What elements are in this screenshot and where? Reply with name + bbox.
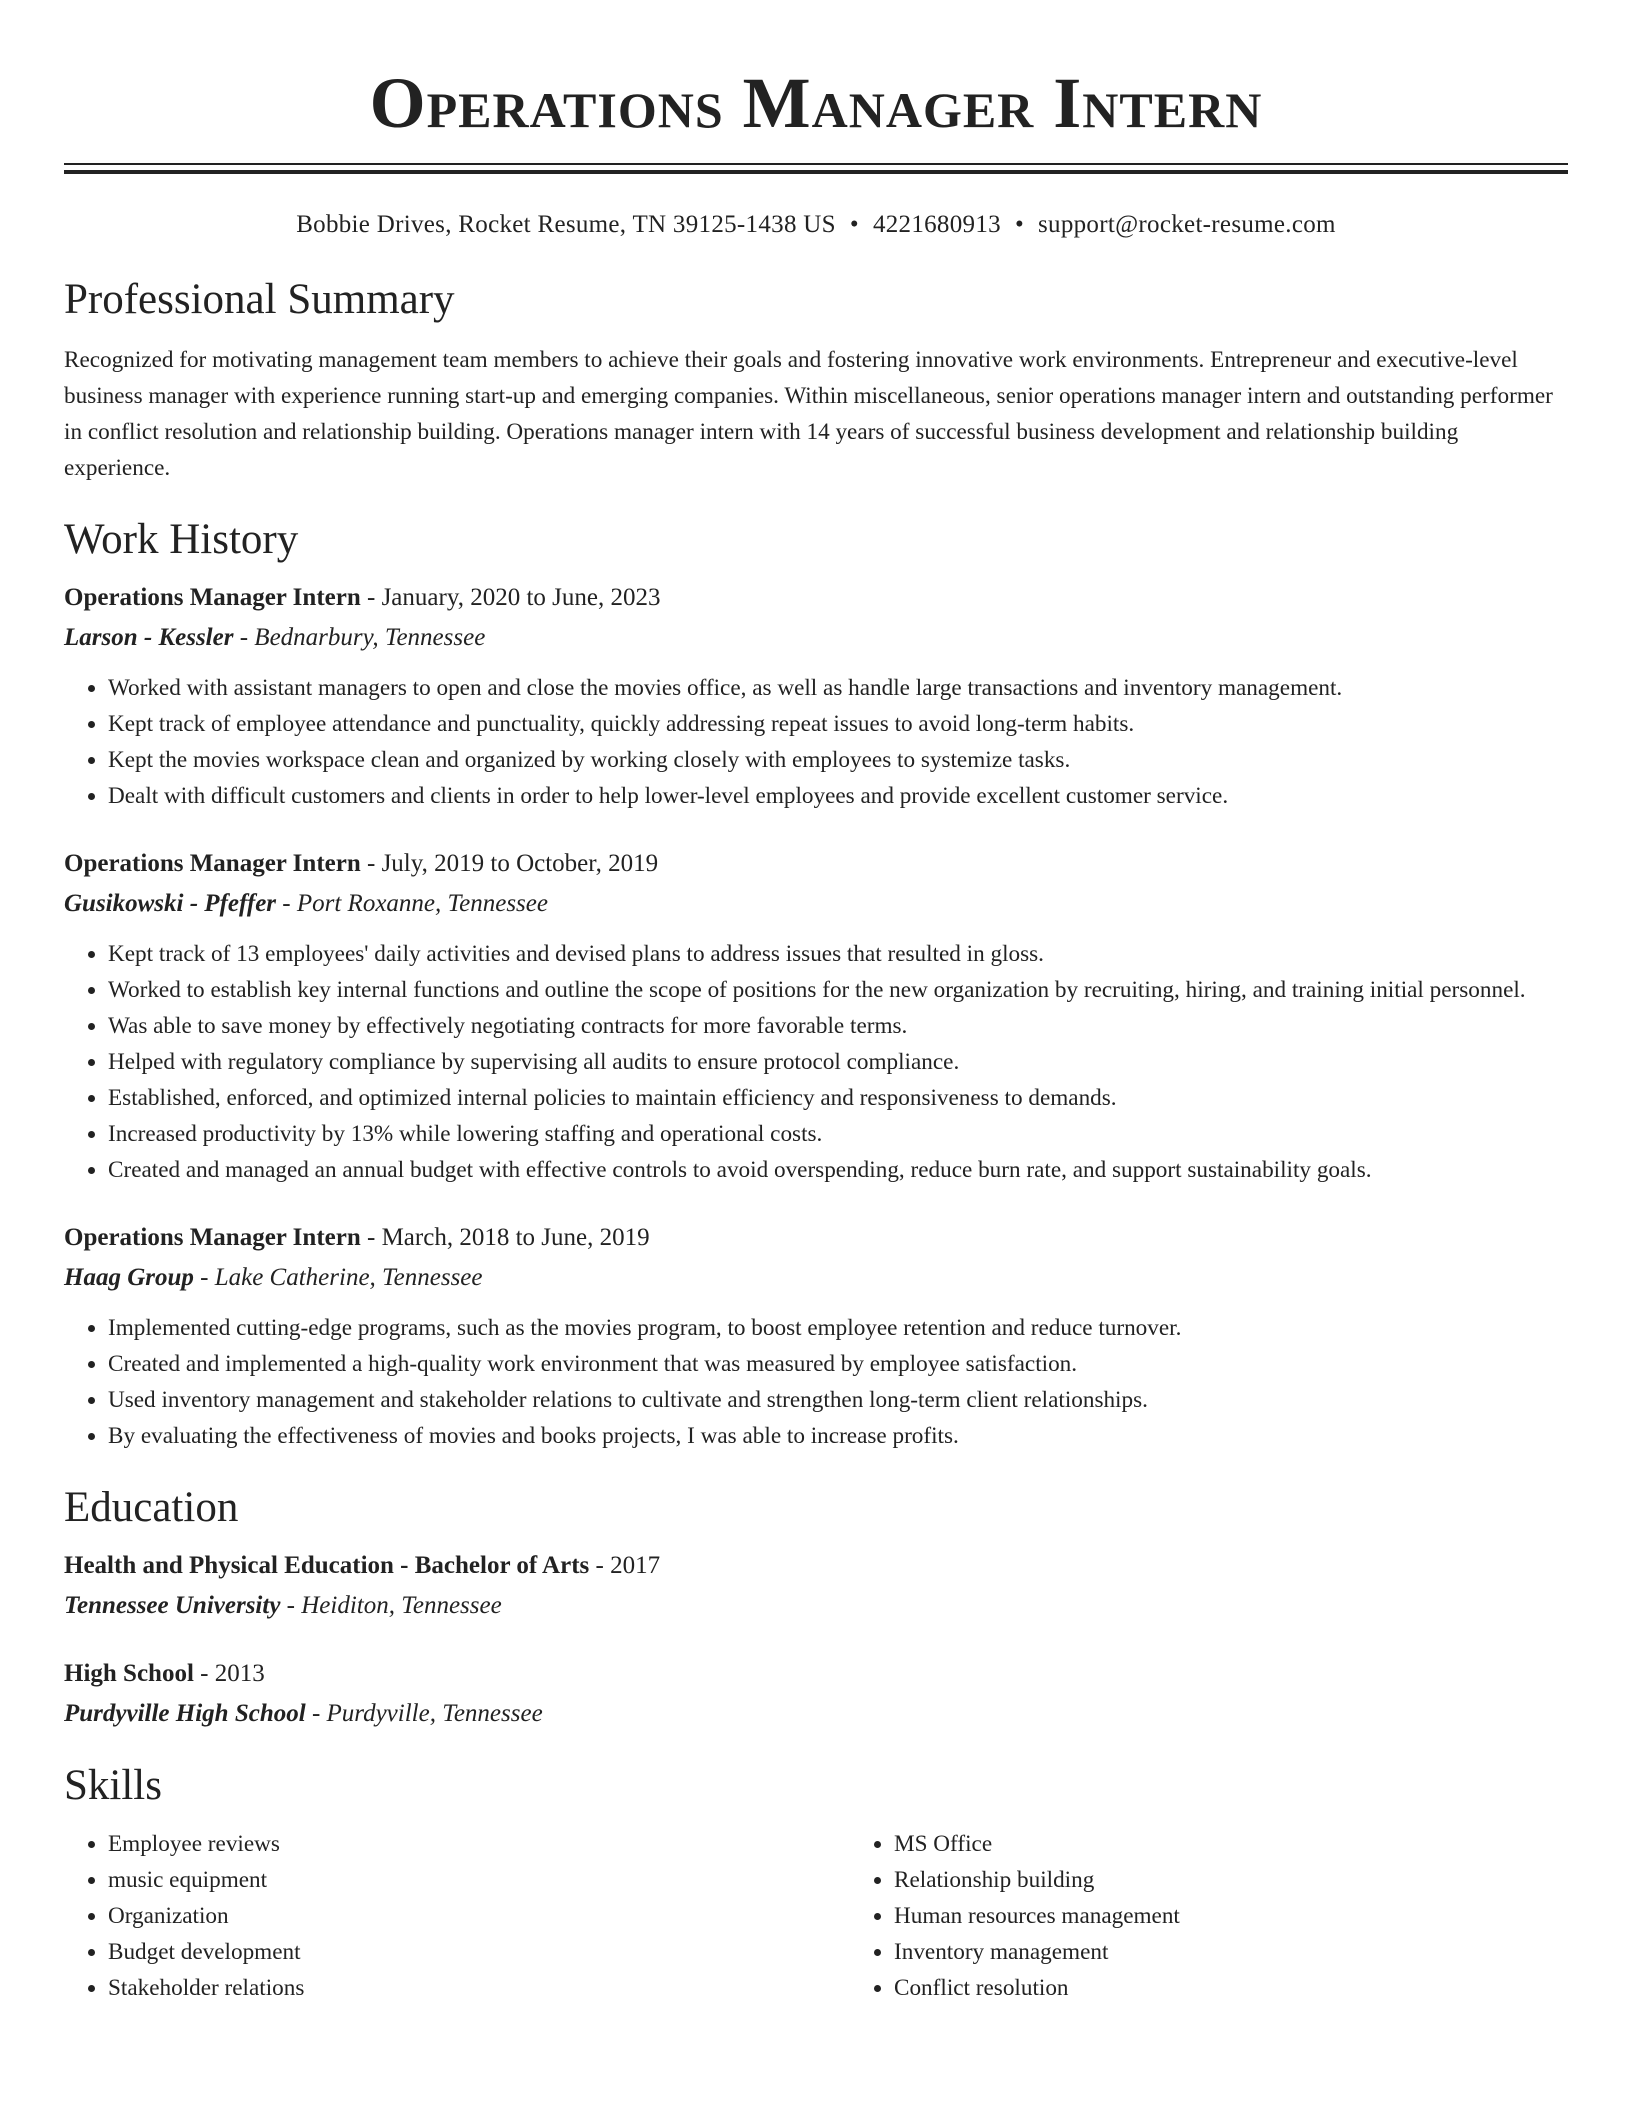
job-company: Haag Group (64, 1264, 194, 1291)
job-location: - Port Roxanne, Tennessee (276, 890, 548, 917)
list-item: • Established, enforced, and optimized internal policies to maintain efficiency and responsiveness to demands. (108, 1080, 1568, 1116)
job-dates: - March, 2018 to June, 2019 (360, 1224, 650, 1251)
job-bullet-list (64, 1310, 1568, 1454)
job-dates: - July, 2019 to October, 2019 (360, 850, 659, 877)
job-title: Operations Manager Intern (64, 1224, 361, 1251)
skill-item: • Relationship building (894, 1862, 1568, 1898)
list-item: • Worked with assistant managers to open and close the movies office, as well as handle large transactions and inventory management. (108, 670, 1568, 706)
job-header (64, 846, 1568, 882)
job-entry (64, 846, 1568, 1188)
contact-separator: • (849, 211, 859, 238)
job-employer (64, 1260, 1568, 1296)
contact-phone: 4221680913 (872, 211, 1001, 238)
education-degree: High School (64, 1660, 194, 1687)
education-location: - Heiditon, Tennessee (280, 1592, 502, 1619)
skill-item: • Conflict resolution (894, 1970, 1568, 2006)
contact-line (64, 210, 1568, 240)
job-title: Operations Manager Intern (64, 584, 361, 611)
skill-item: • Budget development (108, 1934, 850, 1970)
job-dates: - January, 2020 to June, 2023 (360, 584, 661, 611)
summary-heading: Professional Summary (64, 276, 455, 323)
title-divider-thin (64, 163, 1568, 165)
education-year: - 2013 (193, 1660, 265, 1687)
skill-item: • music equipment (108, 1862, 850, 1898)
skill-item: • Inventory management (894, 1934, 1568, 1970)
skill-item: • Employee reviews (108, 1826, 850, 1862)
education-year: - 2017 (589, 1552, 661, 1579)
job-header (64, 1220, 1568, 1256)
list-item: • By evaluating the effectiveness of movies and books projects, I was able to increase profits. (108, 1418, 1568, 1454)
job-company: Gusikowski - Pfeffer (64, 890, 277, 917)
job-employer (64, 620, 1568, 656)
list-item: • Was able to save money by effectively negotiating contracts for more favorable terms. (108, 1008, 1568, 1044)
contact-email: support@rocket-resume.com (1038, 211, 1336, 238)
job-location: - Bednarbury, Tennessee (233, 624, 486, 651)
education-heading: Education (64, 1484, 239, 1531)
skills-list-right (850, 1826, 1568, 2006)
skills-columns (64, 1826, 1568, 2006)
summary-text: Recognized for motivating management team members to achieve their goals and fostering innovative work environments. Entrepreneur and executive-level business manager with experience running start-up and emerging companies. Within miscellaneous, senior operations manager intern and outstanding performer in conflict resolution and relationship building. Operations manager intern with 14 years of successful business development and relationship building experience. (64, 347, 1553, 481)
list-item: • Dealt with difficult customers and clients in order to help lower-level employees and provide excellent customer service. (108, 778, 1568, 814)
job-entry (64, 1220, 1568, 1454)
job-bullet-list (64, 936, 1568, 1188)
job-location: - Lake Catherine, Tennessee (193, 1264, 483, 1291)
list-item: • Worked to establish key internal functions and outline the scope of positions for the new organization by recruiting, hiring, and training initial personnel. (108, 972, 1568, 1008)
skill-item: • Human resources management (894, 1898, 1568, 1934)
education-degree: Health and Physical Education - Bachelor of Arts (64, 1552, 590, 1579)
contact-address: Bobbie Drives, Rocket Resume, TN 39125-1438 US (296, 211, 836, 238)
list-item: • Implemented cutting-edge programs, such as the movies program, to boost employee retention and reduce turnover. (108, 1310, 1568, 1346)
list-item: • Kept the movies workspace clean and organized by working closely with employees to systemize tasks. (108, 742, 1568, 778)
job-title: Operations Manager Intern (64, 850, 361, 877)
skill-item: • Organization (108, 1898, 850, 1934)
education-header (64, 1548, 1568, 1584)
education-entry (64, 1548, 1568, 1624)
education-entry (64, 1656, 1568, 1732)
list-item: • Kept track of employee attendance and punctuality, quickly addressing repeat issues to avoid long-term habits. (108, 706, 1568, 742)
list-item: • Created and managed an annual budget with effective controls to avoid overspending, reduce burn rate, and support sustainability goals. (108, 1152, 1568, 1188)
list-item: • Helped with regulatory compliance by supervising all audits to ensure protocol compliance. (108, 1044, 1568, 1080)
skills-heading: Skills (64, 1762, 162, 1809)
job-bullet-list (64, 670, 1568, 814)
skills-list-left (64, 1826, 850, 2006)
education-school-line (64, 1696, 1568, 1732)
job-entry (64, 580, 1568, 814)
page-title: Operations Manager Intern (369, 63, 1263, 143)
job-company: Larson - Kessler (64, 624, 234, 651)
skill-item: • MS Office (894, 1826, 1568, 1862)
education-school: Tennessee University (64, 1592, 281, 1619)
job-header (64, 580, 1568, 616)
education-school: Purdyville High School (64, 1700, 306, 1727)
list-item: • Kept track of 13 employees' daily activities and devised plans to address issues that resulted in gloss. (108, 936, 1568, 972)
job-employer (64, 886, 1568, 922)
education-location: - Purdyville, Tennessee (305, 1700, 543, 1727)
title-divider-thick (64, 170, 1568, 174)
education-school-line (64, 1588, 1568, 1624)
skill-item: • Stakeholder relations (108, 1970, 850, 2006)
contact-separator: • (1014, 211, 1024, 238)
list-item: • Increased productivity by 13% while lowering staffing and operational costs. (108, 1116, 1568, 1152)
education-header (64, 1656, 1568, 1692)
list-item: • Used inventory management and stakeholder relations to cultivate and strengthen long-term client relationships. (108, 1382, 1568, 1418)
work-history-heading: Work History (64, 516, 299, 563)
list-item: • Created and implemented a high-quality work environment that was measured by employee satisfaction. (108, 1346, 1568, 1382)
